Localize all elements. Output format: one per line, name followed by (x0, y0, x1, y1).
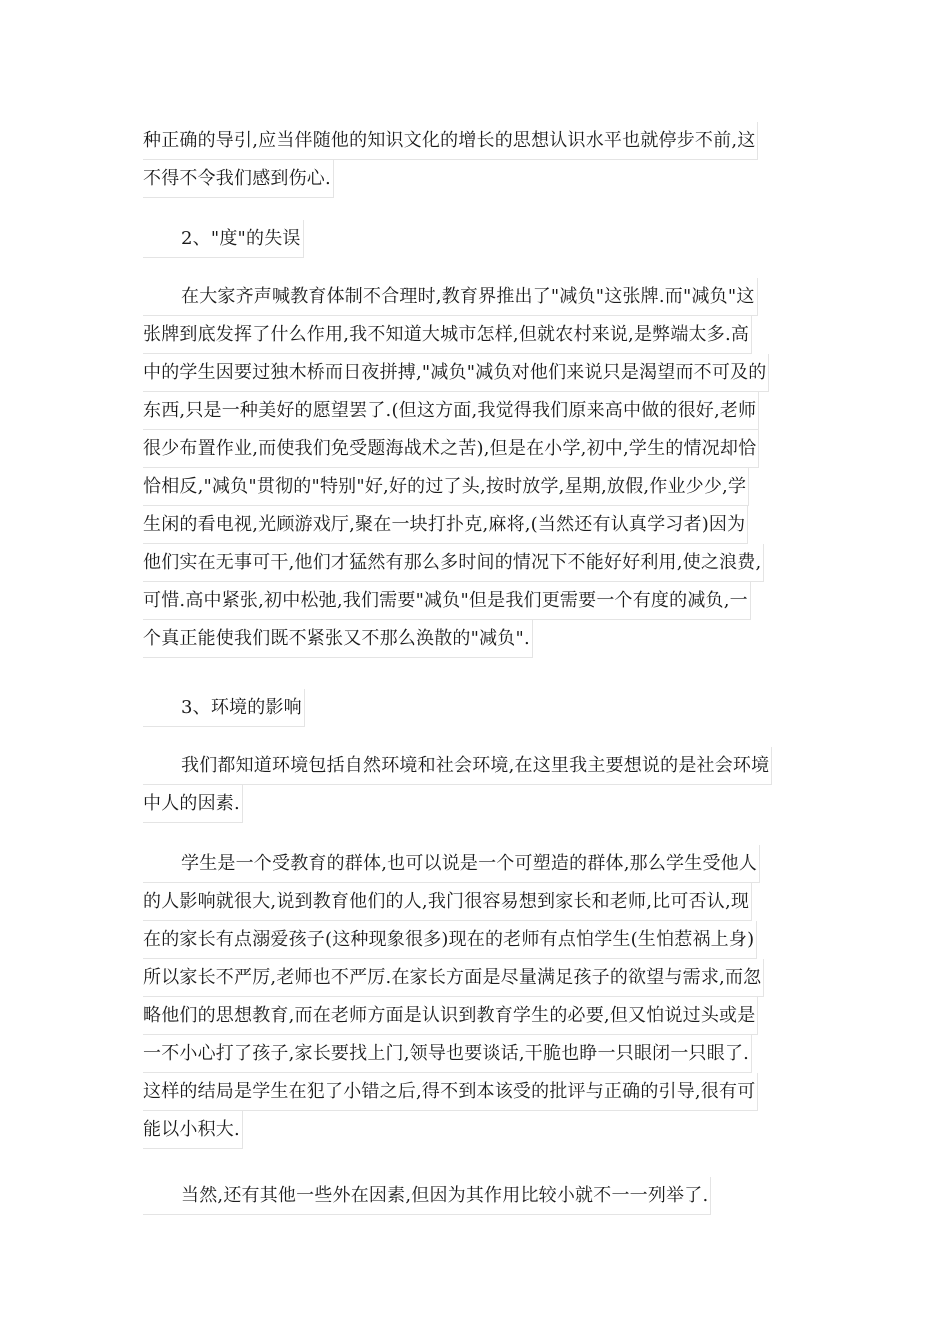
text-line: 略他们的思想教育,而在老师方面是认识到教育学生的必要,但又怕说过头或是 (143, 997, 758, 1035)
text-line: 生闲的看电视,光顾游戏厅,聚在一块打扑克,麻将,(当然还有认真学习者)因为 (143, 506, 748, 544)
text-line: 中人的因素. (143, 785, 243, 823)
paragraph-continuation (143, 122, 758, 198)
section-heading-environment (143, 689, 305, 727)
text-line: 所以家长不严厉,老师也不严厉.在家长方面是尽量满足孩子的欲望与需求,而忽 (143, 959, 764, 997)
text-line: 能以小积大. (143, 1111, 243, 1149)
text-line: 恰相反,"减负"贯彻的"特别"好,好的过了头,按时放学,星期,放假,作业少少,学 (143, 468, 749, 506)
section-heading-degree (143, 220, 304, 258)
text-line: 张牌到底发挥了什么作用,我不知道大城市怎样,但就农村来说,是弊端太多.高 (143, 316, 752, 354)
text-line: 他们实在无事可干,他们才猛然有那么多时间的情况下不能好好利用,使之浪费, (143, 544, 764, 582)
heading-text: 2、"度"的失误 (143, 220, 304, 258)
heading-text: 3、环境的影响 (143, 689, 305, 727)
text-line: 当然,还有其他一些外在因素,但因为其作用比较小就不一一列举了. (143, 1177, 711, 1215)
text-line: 可惜.高中紧张,初中松弛,我们需要"减负"但是我们更需要一个有度的减负,一 (143, 582, 751, 620)
text-line: 在大家齐声喊教育体制不合理时,教育界推出了"减负"这张牌.而"减负"这 (143, 278, 758, 316)
text-line: 个真正能使我们既不紧张又不那么涣散的"减负". (143, 620, 533, 658)
paragraph-environment-intro (143, 747, 772, 823)
text-line: 学生是一个受教育的群体,也可以说是一个可塑造的群体,那么学生受他人 (143, 845, 760, 883)
text-line: 东西,只是一种美好的愿望罢了.(但这方面,我觉得我们原来高中做的很好,老师 (143, 392, 759, 430)
paragraph-social-influence (143, 845, 764, 1149)
text-line: 中的学生因要过独木桥而日夜拼搏,"减负"减负对他们来说只是渴望而不可及的 (143, 354, 769, 392)
text-line: 不得不令我们感到伤心. (143, 160, 334, 198)
paragraph-other-factors (143, 1177, 711, 1215)
text-line: 这样的结局是学生在犯了小错之后,得不到本该受的批评与正确的引导,很有可 (143, 1073, 758, 1111)
text-line: 的人影响就很大,说到教育他们的人,我门很容易想到家长和老师,比可否认,现 (143, 883, 752, 921)
text-line: 种正确的导引,应当伴随他的知识文化的增长的思想认识水平也就停步不前,这 (143, 122, 758, 160)
text-line: 一不小心打了孩子,家长要找上门,领导也要谈话,干脆也睁一只眼闭一只眼了. (143, 1035, 752, 1073)
text-line: 很少布置作业,而使我们免受题海战术之苦),但是在小学,初中,学生的情况却恰 (143, 430, 759, 468)
text-line: 我们都知道环境包括自然环境和社会环境,在这里我主要想说的是社会环境 (143, 747, 772, 785)
text-line: 在的家长有点溺爱孩子(这种现象很多)现在的老师有点怕学生(生怕惹祸上身) (143, 921, 757, 959)
paragraph-burden-reduction (143, 278, 769, 658)
